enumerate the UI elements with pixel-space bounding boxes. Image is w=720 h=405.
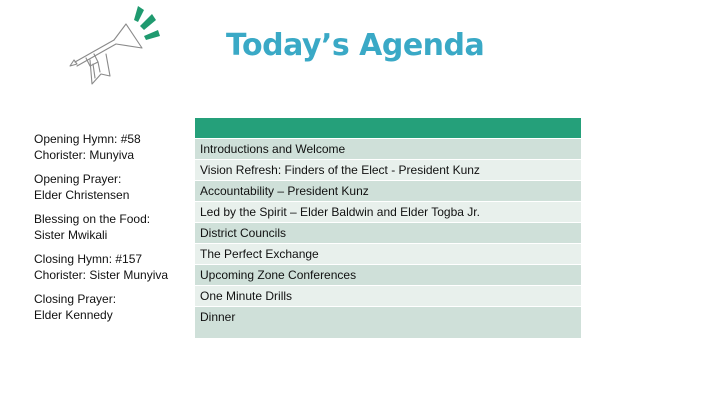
agenda-item: Led by the Spirit – Elder Baldwin and Elder Togba Jr. (195, 201, 581, 222)
role-person: Sister Mwikali (34, 228, 108, 242)
role-label: Closing Prayer: (34, 292, 117, 306)
agenda-item: The Perfect Exchange (195, 243, 581, 264)
role-person: Chorister: Sister Munyiva (34, 268, 169, 282)
role-label: Blessing on the Food: (34, 212, 151, 226)
service-roles (34, 131, 194, 323)
role-label: Closing Hymn: #157 (34, 252, 143, 266)
role-person: Elder Kennedy (34, 308, 113, 322)
agenda-row (195, 138, 581, 159)
agenda-item: District Councils (195, 222, 581, 243)
role-blessing-food (34, 211, 194, 243)
page-title: Today’s Agenda (226, 28, 485, 63)
role-person: Elder Christensen (34, 188, 130, 202)
agenda-item: Vision Refresh: Finders of the Elect - President Kunz (195, 159, 581, 180)
role-closing-prayer (34, 291, 194, 323)
agenda-row (195, 306, 581, 338)
role-label: Opening Hymn: #58 (34, 132, 141, 146)
agenda-row (195, 222, 581, 243)
agenda-item: Dinner (195, 306, 581, 338)
agenda-header-row (195, 118, 581, 138)
agenda-row (195, 201, 581, 222)
agenda-row (195, 180, 581, 201)
agenda-table (195, 118, 581, 338)
role-closing-hymn (34, 251, 194, 283)
trumpet-icon (64, 4, 164, 86)
agenda-item: Accountability – President Kunz (195, 180, 581, 201)
agenda-row (195, 159, 581, 180)
role-person: Chorister: Munyiva (34, 148, 135, 162)
agenda-header-cell (195, 118, 581, 138)
agenda-item: Introductions and Welcome (195, 138, 581, 159)
agenda-item: Upcoming Zone Conferences (195, 264, 581, 285)
agenda-row (195, 264, 581, 285)
agenda-row (195, 243, 581, 264)
agenda-item: One Minute Drills (195, 285, 581, 306)
role-opening-hymn (34, 131, 194, 163)
role-opening-prayer (34, 171, 194, 203)
role-label: Opening Prayer: (34, 172, 122, 186)
agenda-row (195, 285, 581, 306)
